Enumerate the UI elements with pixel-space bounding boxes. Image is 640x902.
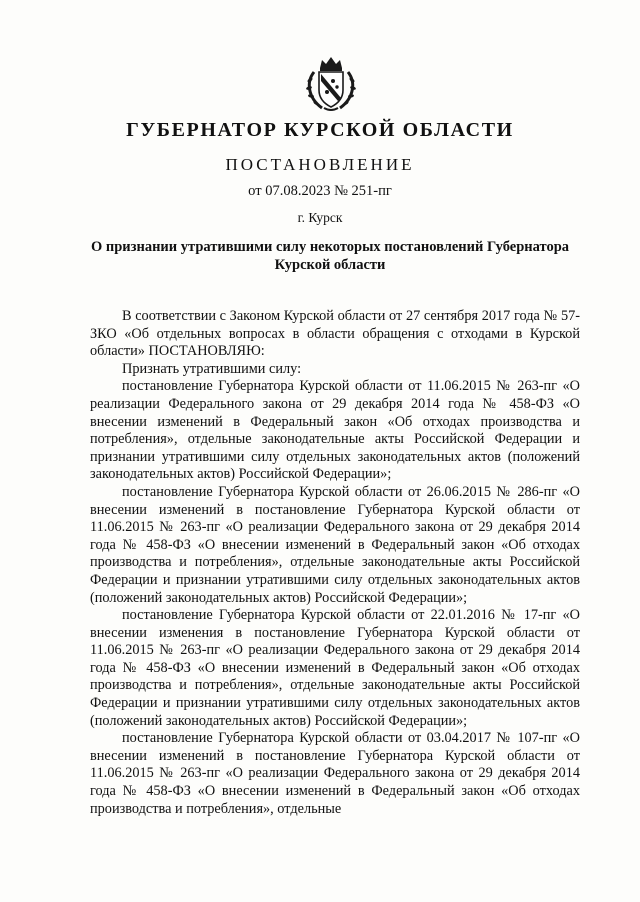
paragraph: Признать утратившими силу: [122,360,302,377]
document-city: г. Курск [297,210,343,225]
paragraph: постановление Губернатора Курской области от 03.04.2017 № 107-пг «О внесении изменений в постановление Губернатора Курской области от 11.06.2015 № 263-пг «О реализации Федерального закона от 29 декабря 2014 года № 458-ФЗ «О внесении изменений в Федеральный закон «Об отходах производства и потребления», отдельные [90,730,580,817]
document-type: ПОСТАНОВЛЕНИЕ [225,155,415,174]
issuing-authority: ГУБЕРНАТОР КУРСКОЙ ОБЛАСТИ [126,119,514,141]
kursk-coat-of-arms-icon [300,54,362,114]
paragraph: постановление Губернатора Курской области от 22.01.2016 № 17-пг «О внесении изменения в постановление Губернатора Курской области от 11.06.2015 № 263-пг «О реализации Федерального закона от 29 декабря 2014 года № 458-ФЗ «О внесении изменений в Федеральный закон «Об отходах производства и потребления», отдельные законодательные акты Российской Федерации и признании утратившими силу отдельных законодательных актов (положений законодательных актов) Российской Федерации»; [90,607,580,729]
paragraph: постановление Губернатора Курской области от 26.06.2015 № 286-пг «О внесении изменений в постановление Губернатора Курской области от 11.06.2015 № 263-пг «О реализации Федерального закона от 29 декабря 2014 года № 458-ФЗ «О внесении изменений в Федеральный закон «Об отходах производства и потребления», отдельные законодательные акты Российской Федерации и признании утратившими силу отдельных законодательных актов (положений законодательных актов) Российской Федерации»; [90,483,580,606]
paragraph: постановление Губернатора Курской области от 11.06.2015 № 263-пг «О реализации Федерального закона от 29 декабря 2014 года № 458-ФЗ «О внесении изменений в Федеральный закон «Об отходах производства и потребления», отдельные законодательные акты Российской Федерации и признании утратившими силу отдельных законодательных актов (положений законодательных актов) Российской Федерации»; [90,378,580,483]
paragraph: В соответствии с Законом Курской области от 27 сентября 2017 года № 57-ЗКО «Об отдельных вопросах в области обращения с отходами в Курской области» ПОСТАНОВЛЯЮ: [90,308,580,360]
document-title: О признании утратившими силу некоторых постановлений Губернатора Курской области [90,239,570,273]
document-body [90,308,580,818]
document-number-date: от 07.08.2023 № 251-пг [248,183,392,199]
